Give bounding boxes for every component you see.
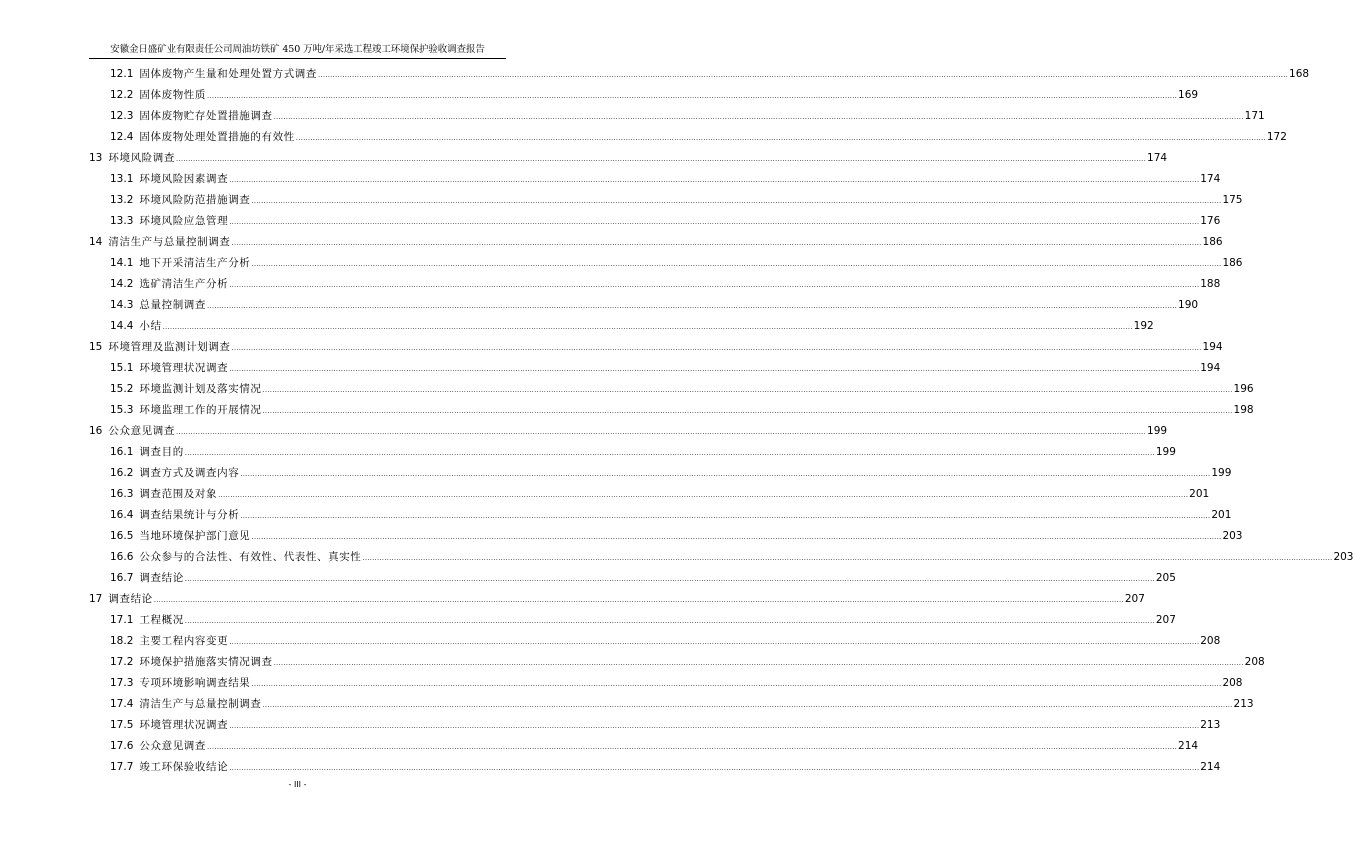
toc-entry-page: 174 <box>1147 152 1168 164</box>
toc-dot-leader: ................................................................................................................................................................................................................................................................................................................................................................................................................ <box>229 722 1200 730</box>
toc-entry-number: 16.1 <box>110 446 134 458</box>
toc-entry-page: 194 <box>1200 362 1221 374</box>
toc-entry[interactable] <box>89 316 1154 337</box>
toc-entry-number: 15.3 <box>110 404 134 416</box>
toc-dot-leader: ................................................................................................................................................................................................................................................................................................................................................................................................................ <box>295 134 1266 142</box>
toc-entry-page: 176 <box>1200 215 1221 227</box>
toc-entry-number: 16.5 <box>110 530 134 542</box>
toc-entry[interactable] <box>89 589 1145 610</box>
toc-entry-page: 198 <box>1233 404 1254 416</box>
toc-entry[interactable] <box>89 127 1287 148</box>
toc-entry[interactable] <box>89 757 1221 778</box>
toc-entry-page: 174 <box>1200 173 1221 185</box>
toc-entry-number: 16.6 <box>110 551 134 563</box>
toc-dot-leader: ................................................................................................................................................................................................................................................................................................................................................................................................................ <box>231 344 1202 352</box>
header-divider <box>89 58 506 59</box>
toc-entry[interactable] <box>89 211 1221 232</box>
toc-entry-page: 169 <box>1178 89 1199 101</box>
toc-entry-page: 203 <box>1333 551 1353 563</box>
toc-dot-leader: ................................................................................................................................................................................................................................................................................................................................................................................................................ <box>218 491 1189 499</box>
toc-entry[interactable] <box>89 421 1168 442</box>
toc-entry-number: 14.1 <box>110 257 134 269</box>
toc-entry-number: 16.7 <box>110 572 134 584</box>
toc-entry-page: 168 <box>1289 68 1310 80</box>
toc-entry-page: 201 <box>1211 509 1232 521</box>
page-number: - III - <box>288 780 307 789</box>
toc-entry-title[interactable]: 调查结果统计与分析 <box>139 509 240 521</box>
toc-entry-number: 13.2 <box>110 194 134 206</box>
toc-dot-leader: ................................................................................................................................................................................................................................................................................................................................................................................................................ <box>175 428 1147 436</box>
toc-entry-page: 208 <box>1200 635 1221 647</box>
toc-entry-page: 194 <box>1202 341 1223 353</box>
toc-entry-number: 17.4 <box>110 698 134 710</box>
toc-entry-number: 15.2 <box>110 383 134 395</box>
toc-entry-page: 199 <box>1155 446 1176 458</box>
page-header-title: 安徽金日盛矿业有限责任公司周油坊铁矿 450 万吨/年采选工程竣工环境保护验收调查报告 <box>110 44 485 55</box>
toc-entry-page: 201 <box>1189 488 1210 500</box>
toc-entry-number: 17.5 <box>110 719 134 731</box>
toc-dot-leader: ................................................................................................................................................................................................................................................................................................................................................................................................................ <box>251 680 1222 688</box>
toc-entry-number: 16.4 <box>110 509 134 521</box>
toc-entry-number: 13.3 <box>110 215 134 227</box>
toc-entry-title[interactable]: 环境风险调查 <box>108 152 175 164</box>
toc-entry-page: 214 <box>1200 761 1221 773</box>
toc-entry-title[interactable]: 选矿清洁生产分析 <box>139 278 229 290</box>
toc-entry-title[interactable]: 调查方式及调查内容 <box>139 467 240 479</box>
toc-entry[interactable] <box>89 484 1210 505</box>
toc-dot-leader: ................................................................................................................................................................................................................................................................................................................................................................................................................ <box>184 575 1155 583</box>
toc-entry-page: 213 <box>1233 698 1254 710</box>
toc-dot-leader: ................................................................................................................................................................................................................................................................................................................................................................................................................ <box>251 260 1222 268</box>
toc-entry-number: 17.1 <box>110 614 134 626</box>
toc-dot-leader: ................................................................................................................................................................................................................................................................................................................................................................................................................ <box>273 113 1244 121</box>
toc-entry[interactable] <box>89 400 1254 421</box>
toc-entry-number: 16.2 <box>110 467 134 479</box>
toc-entry[interactable] <box>89 526 1243 547</box>
toc-entry-number: 14.3 <box>110 299 134 311</box>
toc-entry-title[interactable]: 环境风险因素调查 <box>139 173 229 185</box>
toc-entry-title[interactable]: 环境管理状况调查 <box>139 719 229 731</box>
toc-entry-title[interactable]: 环境监测计划及落实情况 <box>139 383 262 395</box>
toc-entry-title[interactable]: 固体废物贮存处置措施调查 <box>139 110 273 122</box>
toc-entry-title[interactable]: 调查范围及对象 <box>139 488 218 500</box>
toc-entry-page: 172 <box>1266 131 1287 143</box>
toc-entry-title[interactable]: 调查结论 <box>108 593 153 605</box>
toc-dot-leader: ................................................................................................................................................................................................................................................................................................................................................................................................................ <box>229 365 1200 373</box>
toc-entry-page: 205 <box>1155 572 1176 584</box>
toc-entry-number: 14.2 <box>110 278 134 290</box>
toc-entry-title[interactable]: 主要工程内容变更 <box>139 635 229 647</box>
toc-entry-title[interactable]: 环境管理及监测计划调查 <box>108 341 231 353</box>
toc-entry[interactable] <box>89 673 1243 694</box>
toc-entry[interactable] <box>89 652 1265 673</box>
toc-entry-title[interactable]: 地下开采清洁生产分析 <box>139 257 251 269</box>
toc-entry[interactable] <box>89 463 1232 484</box>
toc-dot-leader: ................................................................................................................................................................................................................................................................................................................................................................................................................ <box>229 281 1200 289</box>
toc-entry[interactable] <box>89 358 1221 379</box>
toc-entry-number: 17.3 <box>110 677 134 689</box>
toc-dot-leader: ................................................................................................................................................................................................................................................................................................................................................................................................................ <box>175 155 1147 163</box>
toc-entry[interactable] <box>89 610 1176 631</box>
toc-dot-leader: ................................................................................................................................................................................................................................................................................................................................................................................................................ <box>162 323 1133 331</box>
toc-entry-title[interactable]: 环境管理状况调查 <box>139 362 229 374</box>
toc-entry-page: 186 <box>1222 257 1243 269</box>
toc-dot-leader: ................................................................................................................................................................................................................................................................................................................................................................................................................ <box>251 533 1222 541</box>
toc-entry-title[interactable]: 工程概况 <box>139 614 184 626</box>
toc-dot-leader: ................................................................................................................................................................................................................................................................................................................................................................................................................ <box>231 239 1202 247</box>
toc-entry-number: 14 <box>89 236 103 248</box>
toc-entry-title[interactable]: 专项环境影响调查结果 <box>139 677 251 689</box>
toc-entry[interactable] <box>89 337 1223 358</box>
toc-entry[interactable] <box>89 274 1221 295</box>
toc-entry-title[interactable]: 环境保护措施落实情况调查 <box>139 656 273 668</box>
toc-entry-page: 214 <box>1178 740 1199 752</box>
toc-dot-leader: ................................................................................................................................................................................................................................................................................................................................................................................................................ <box>251 197 1222 205</box>
toc-dot-leader: ................................................................................................................................................................................................................................................................................................................................................................................................................ <box>207 92 1178 100</box>
toc-entry-title[interactable]: 公众参与的合法性、有效性、代表性、真实性 <box>139 551 362 563</box>
toc-entry-number: 12.2 <box>110 89 134 101</box>
toc-entry[interactable] <box>89 169 1221 190</box>
toc-entry-number: 13.1 <box>110 173 134 185</box>
toc-dot-leader: ................................................................................................................................................................................................................................................................................................................................................................................................................ <box>184 449 1155 457</box>
toc-entry-title[interactable]: 清洁生产与总量控制调查 <box>139 698 262 710</box>
toc-entry-number: 17 <box>89 593 103 605</box>
toc-dot-leader: ................................................................................................................................................................................................................................................................................................................................................................................................................ <box>318 71 1289 79</box>
toc-entry-page: 199 <box>1147 425 1168 437</box>
toc-dot-leader: ................................................................................................................................................................................................................................................................................................................................................................................................................ <box>273 659 1244 667</box>
toc-entry-page: 203 <box>1222 530 1243 542</box>
toc-entry-page: 186 <box>1202 236 1223 248</box>
toc-entry-title[interactable]: 固体废物产生量和处理处置方式调查 <box>139 68 317 80</box>
toc-entry-number: 15 <box>89 341 103 353</box>
toc-entry[interactable] <box>89 253 1243 274</box>
toc-entry-number: 14.4 <box>110 320 134 332</box>
toc-entry-page: 208 <box>1222 677 1243 689</box>
toc-entry-number: 16 <box>89 425 103 437</box>
table-of-contents <box>89 64 1353 778</box>
toc-entry-page: 196 <box>1233 383 1254 395</box>
toc-entry[interactable] <box>89 295 1199 316</box>
toc-entry-number: 15.1 <box>110 362 134 374</box>
toc-entry-title[interactable]: 竣工环保验收结论 <box>139 761 229 773</box>
toc-dot-leader: ................................................................................................................................................................................................................................................................................................................................................................................................................ <box>262 407 1233 415</box>
toc-entry[interactable] <box>89 715 1221 736</box>
toc-entry-number: 17.6 <box>110 740 134 752</box>
toc-entry-page: 208 <box>1244 656 1265 668</box>
toc-entry[interactable] <box>89 442 1176 463</box>
toc-entry-title[interactable]: 环境风险应急管理 <box>139 215 229 227</box>
toc-entry[interactable] <box>89 85 1199 106</box>
toc-entry[interactable] <box>89 568 1176 589</box>
toc-entry-page: 199 <box>1211 467 1232 479</box>
toc-entry-number: 13 <box>89 152 103 164</box>
toc-entry-number: 17.7 <box>110 761 134 773</box>
toc-entry-page: 192 <box>1133 320 1154 332</box>
toc-dot-leader: ................................................................................................................................................................................................................................................................................................................................................................................................................ <box>240 470 1211 478</box>
toc-dot-leader: ................................................................................................................................................................................................................................................................................................................................................................................................................ <box>229 218 1200 226</box>
toc-entry-page: 188 <box>1200 278 1221 290</box>
toc-dot-leader: ................................................................................................................................................................................................................................................................................................................................................................................................................ <box>207 302 1178 310</box>
toc-entry[interactable] <box>89 547 1353 568</box>
toc-dot-leader: ................................................................................................................................................................................................................................................................................................................................................................................................................ <box>229 638 1200 646</box>
toc-dot-leader: ................................................................................................................................................................................................................................................................................................................................................................................................................ <box>207 743 1178 751</box>
toc-entry-page: 207 <box>1124 593 1145 605</box>
toc-entry[interactable] <box>89 631 1221 652</box>
toc-entry-title[interactable]: 环境监理工作的开展情况 <box>139 404 262 416</box>
toc-entry-page: 207 <box>1155 614 1176 626</box>
toc-entry[interactable] <box>89 232 1223 253</box>
toc-entry-title[interactable]: 总量控制调查 <box>139 299 206 311</box>
toc-entry[interactable] <box>89 379 1254 400</box>
toc-entry-title[interactable]: 公众意见调查 <box>108 425 175 437</box>
toc-entry-title[interactable]: 公众意见调查 <box>139 740 206 752</box>
toc-dot-leader: ................................................................................................................................................................................................................................................................................................................................................................................................................ <box>362 554 1333 562</box>
toc-dot-leader: ................................................................................................................................................................................................................................................................................................................................................................................................................ <box>153 596 1124 604</box>
toc-entry-page: 175 <box>1222 194 1243 206</box>
toc-entry-title[interactable]: 固体废物性质 <box>139 89 206 101</box>
toc-entry-title[interactable]: 环境风险防范措施调查 <box>139 194 251 206</box>
toc-dot-leader: ................................................................................................................................................................................................................................................................................................................................................................................................................ <box>262 701 1233 709</box>
toc-dot-leader: ................................................................................................................................................................................................................................................................................................................................................................................................................ <box>240 512 1211 520</box>
toc-entry-number: 16.3 <box>110 488 134 500</box>
toc-entry-title[interactable]: 清洁生产与总量控制调查 <box>108 236 231 248</box>
toc-entry-title[interactable]: 调查结论 <box>139 572 184 584</box>
toc-entry[interactable] <box>89 694 1254 715</box>
toc-dot-leader: ................................................................................................................................................................................................................................................................................................................................................................................................................ <box>184 617 1155 625</box>
toc-entry[interactable] <box>89 190 1243 211</box>
toc-entry-page: 213 <box>1200 719 1221 731</box>
toc-entry-number: 12.4 <box>110 131 134 143</box>
toc-entry-number: 12.3 <box>110 110 134 122</box>
toc-entry[interactable] <box>89 505 1232 526</box>
toc-entry-page: 171 <box>1244 110 1265 122</box>
toc-dot-leader: ................................................................................................................................................................................................................................................................................................................................................................................................................ <box>229 764 1200 772</box>
toc-entry-title[interactable]: 调查目的 <box>139 446 184 458</box>
toc-entry-number: 12.1 <box>110 68 134 80</box>
toc-entry-number: 17.2 <box>110 656 134 668</box>
toc-dot-leader: ................................................................................................................................................................................................................................................................................................................................................................................................................ <box>229 176 1200 184</box>
toc-entry[interactable] <box>89 64 1310 85</box>
toc-entry-page: 190 <box>1178 299 1199 311</box>
toc-entry-title[interactable]: 小结 <box>139 320 162 332</box>
toc-entry-title[interactable]: 固体废物处理处置措施的有效性 <box>139 131 295 143</box>
toc-entry[interactable] <box>89 736 1199 757</box>
toc-entry-title[interactable]: 当地环境保护部门意见 <box>139 530 251 542</box>
toc-entry[interactable] <box>89 148 1168 169</box>
toc-entry[interactable] <box>89 106 1265 127</box>
toc-dot-leader: ................................................................................................................................................................................................................................................................................................................................................................................................................ <box>262 386 1233 394</box>
toc-entry-number: 18.2 <box>110 635 134 647</box>
